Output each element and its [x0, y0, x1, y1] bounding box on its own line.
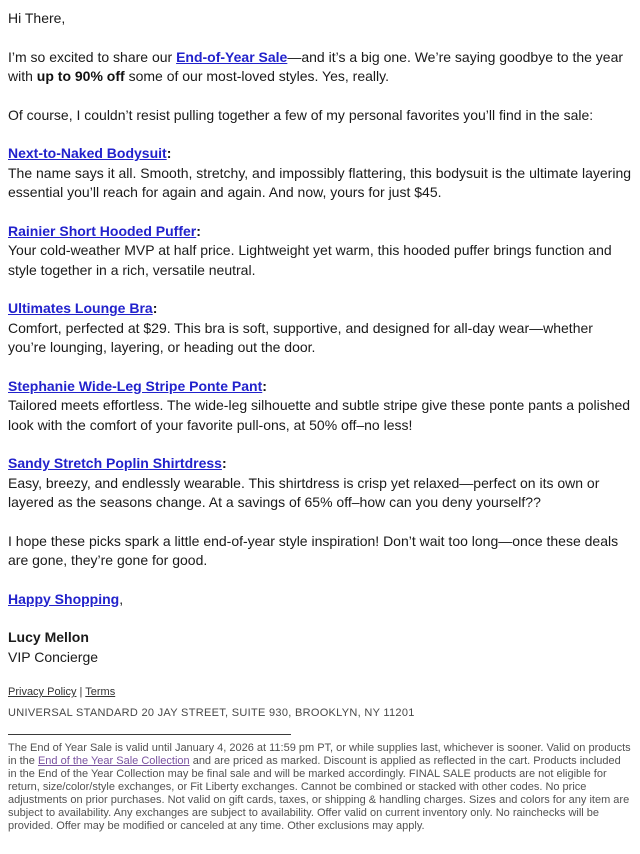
product-heading: [8, 144, 632, 164]
signoff-line: [8, 590, 632, 610]
intro-paragraph: [8, 48, 632, 87]
privacy-policy-link[interactable]: Privacy Policy: [8, 686, 77, 698]
product-item-bodysuit: [8, 144, 632, 203]
product-colon: :: [262, 377, 267, 394]
signature-name: Lucy Mellon: [8, 629, 89, 645]
product-heading: [8, 222, 632, 242]
product-link-shirtdress[interactable]: Sandy Stretch Poplin Shirtdress: [8, 455, 222, 471]
intro-mid: —and it’s a big one. We’re saying goodbye to the year with: [8, 48, 624, 84]
greeting: Hi There,: [8, 10, 66, 26]
signoff-comma: ,: [119, 590, 124, 607]
discount-highlight: up to 90% off: [36, 68, 125, 84]
email-footer: [8, 686, 632, 833]
product-description: The name says it all. Smooth, stretchy, and impossibly flattering, this bodysuit is the ultimate layering essential you’ll reach for again and again. And now, yours for just $45.: [8, 164, 632, 200]
product-link-puffer[interactable]: Rainier Short Hooded Puffer: [8, 222, 197, 239]
product-link-ponte-pant[interactable]: Stephanie Wide-Leg Stripe Ponte Pant: [8, 377, 263, 394]
signature-title: VIP Concierge: [8, 648, 99, 665]
happy-shopping-link[interactable]: Happy Shopping: [8, 590, 120, 607]
fine-print-post: and are priced as marked. Discount is applied as reflected in the cart. Products included in the End of the Year Collection may be final sale and will be marked accordingly. FINAL SALE products are not eligible for return, size/color/style exchanges, or Fit Liberty exchanges. Cannot be combined or stacked with other codes. No price adjustments on prior purchases. Not valid on gift cards, taxes, or shipping & handling charges. Sizes and colors for any item are subject to availability. Any exchanges are subject to availability. Offer valid on current inventory only. No rainchecks will be provided. Offer may be modified or canceled at any time. Other exclusions may apply.: [8, 755, 630, 832]
product-colon: :: [166, 145, 172, 161]
product-description: Tailored meets effortless. The wide-leg silhouette and subtle stripe give these ponte pants a polished look with the comfort of your favorite pull-ons, at 50% off–no less!: [8, 397, 631, 433]
intro-pre: I’m so excited to share our: [8, 48, 177, 65]
product-colon: :: [221, 455, 227, 471]
product-item-puffer: [8, 222, 632, 281]
product-colon: :: [196, 222, 201, 239]
product-description: Your cold-weather MVP at half price. Lightweight yet warm, this hooded puffer brings function and style together in a rich, versatile neutral.: [8, 242, 612, 278]
sale-collection-link[interactable]: End of the Year Sale Collection: [37, 755, 190, 767]
product-heading: [8, 454, 632, 474]
footer-separator: |: [79, 686, 83, 698]
product-heading: [8, 377, 632, 397]
footer-divider: [8, 734, 291, 735]
fine-print: [8, 742, 632, 833]
product-colon: :: [152, 300, 158, 316]
product-item-ponte-pant: [8, 377, 632, 436]
product-link-bodysuit[interactable]: Next-to-Naked Bodysuit: [8, 145, 167, 161]
product-heading: [8, 299, 632, 319]
terms-link[interactable]: Terms: [85, 686, 116, 698]
product-link-lounge-bra[interactable]: Ultimates Lounge Bra: [8, 300, 153, 316]
product-item-lounge-bra: [8, 299, 632, 358]
end-of-year-sale-link[interactable]: End-of-Year Sale: [176, 48, 288, 65]
product-item-shirtdress: [8, 454, 632, 513]
intro-post: some of our most-loved styles. Yes, really.: [124, 68, 389, 84]
product-description: Easy, breezy, and endlessly wearable. This shirtdress is crisp yet relaxed—perfect on its own or layered as the seasons change. At a savings of 65% off–how can you deny yourself??: [8, 474, 600, 510]
company-address: UNIVERSAL STANDARD 20 JAY STREET, SUITE 930, BROOKLYN, NY 11201: [8, 707, 415, 719]
outro-paragraph: I hope these picks spark a little end-of-year style inspiration! Don’t wait too long—once these deals are gone, they’re gone for good.: [8, 532, 619, 568]
email-body: [8, 9, 632, 833]
lead-in-paragraph: Of course, I couldn’t resist pulling together a few of my personal favorites you’ll find in the sale:: [8, 106, 594, 123]
footer-links: [8, 686, 632, 699]
fine-print-pre: The End of Year Sale is valid until January 4, 2026 at 11:59 pm PT, or while supplies last, whichever is sooner. Valid on products in the: [8, 742, 631, 767]
product-description: Comfort, perfected at $29. This bra is soft, supportive, and designed for all-day wear—whether you’re lounging, layering, or heading out the door.: [8, 319, 593, 355]
